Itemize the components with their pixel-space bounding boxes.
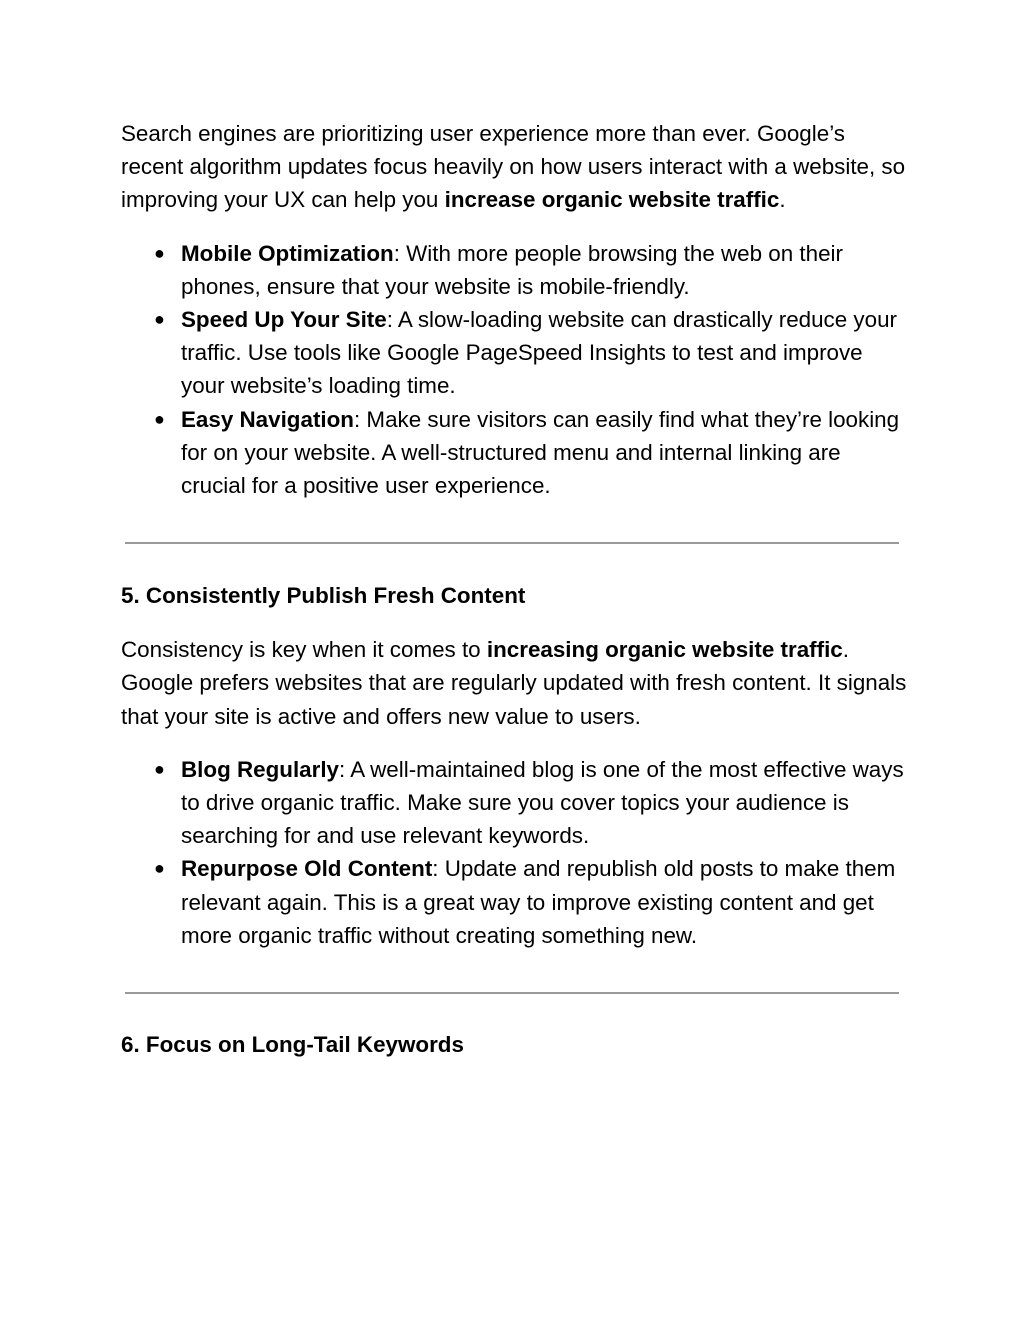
intro-bold-phrase: increase organic website traffic: [444, 187, 780, 213]
section-heading-5: 5. Consistently Publish Fresh Content: [121, 583, 526, 609]
section5-text-end: . Google prefers websites that are regularly updated with fresh content. It signals that your site is active and offers new value to users.: [121, 637, 907, 729]
intro-end: .: [779, 187, 786, 213]
list-item: [121, 403, 911, 503]
bullet-text: : Make sure visitors can easily find what they’re looking for on your website. A well-structured menu and internal linking are crucial for a positive user experience.: [181, 406, 900, 499]
bullet-text: : A well-maintained blog is one of the most effective ways to drive organic traffic. Make sure you cover topics your audience is searching for and use relevant keywords.: [181, 756, 904, 849]
section-heading-6: 6. Focus on Long-Tail Keywords: [121, 1032, 464, 1058]
section-divider: [125, 992, 899, 994]
section5-bold-phrase: increasing organic website traffic: [486, 637, 843, 663]
bullet-text: : A slow-loading website can drastically reduce your traffic. Use tools like Google PageSpeed Insights to test and improve your website’s loading time.: [181, 307, 897, 399]
ux-bullet-list: [121, 237, 911, 503]
bullet-bold-label: Blog Regularly: [181, 756, 340, 782]
list-item: [121, 237, 911, 303]
intro-text: Search engines are prioritizing user experience more than ever. Google’s recent algorithm updates focus heavily on how users interact with a website, so improving your UX can help you: [121, 121, 906, 213]
document-page: [121, 117, 911, 1059]
bullet-icon: ●: [154, 858, 165, 879]
bullet-icon: ●: [154, 242, 165, 263]
section5-bullet-list: [121, 753, 911, 952]
section5-text: Consistency is key when it comes to: [121, 637, 487, 663]
list-item: [121, 753, 911, 853]
bullet-icon: ●: [154, 309, 165, 330]
bullet-icon: ●: [154, 408, 165, 429]
section5-paragraph: [121, 633, 911, 733]
list-item: [121, 303, 911, 403]
bullet-bold-label: Mobile Optimization: [181, 240, 394, 266]
bullet-icon: ●: [154, 758, 165, 779]
intro-paragraph: [121, 117, 911, 217]
bullet-text: : With more people browsing the web on their phones, ensure that your website is mobile-friendly.: [181, 240, 843, 299]
bullet-text: : Update and republish old posts to make them relevant again. This is a great way to improve existing content and get more organic traffic without creating something new.: [181, 856, 896, 948]
bullet-bold-label: Repurpose Old Content: [181, 856, 433, 882]
list-item: [121, 852, 911, 952]
bullet-bold-label: Easy Navigation: [181, 406, 354, 432]
section-divider: [125, 542, 899, 544]
bullet-bold-label: Speed Up Your Site: [181, 307, 387, 333]
